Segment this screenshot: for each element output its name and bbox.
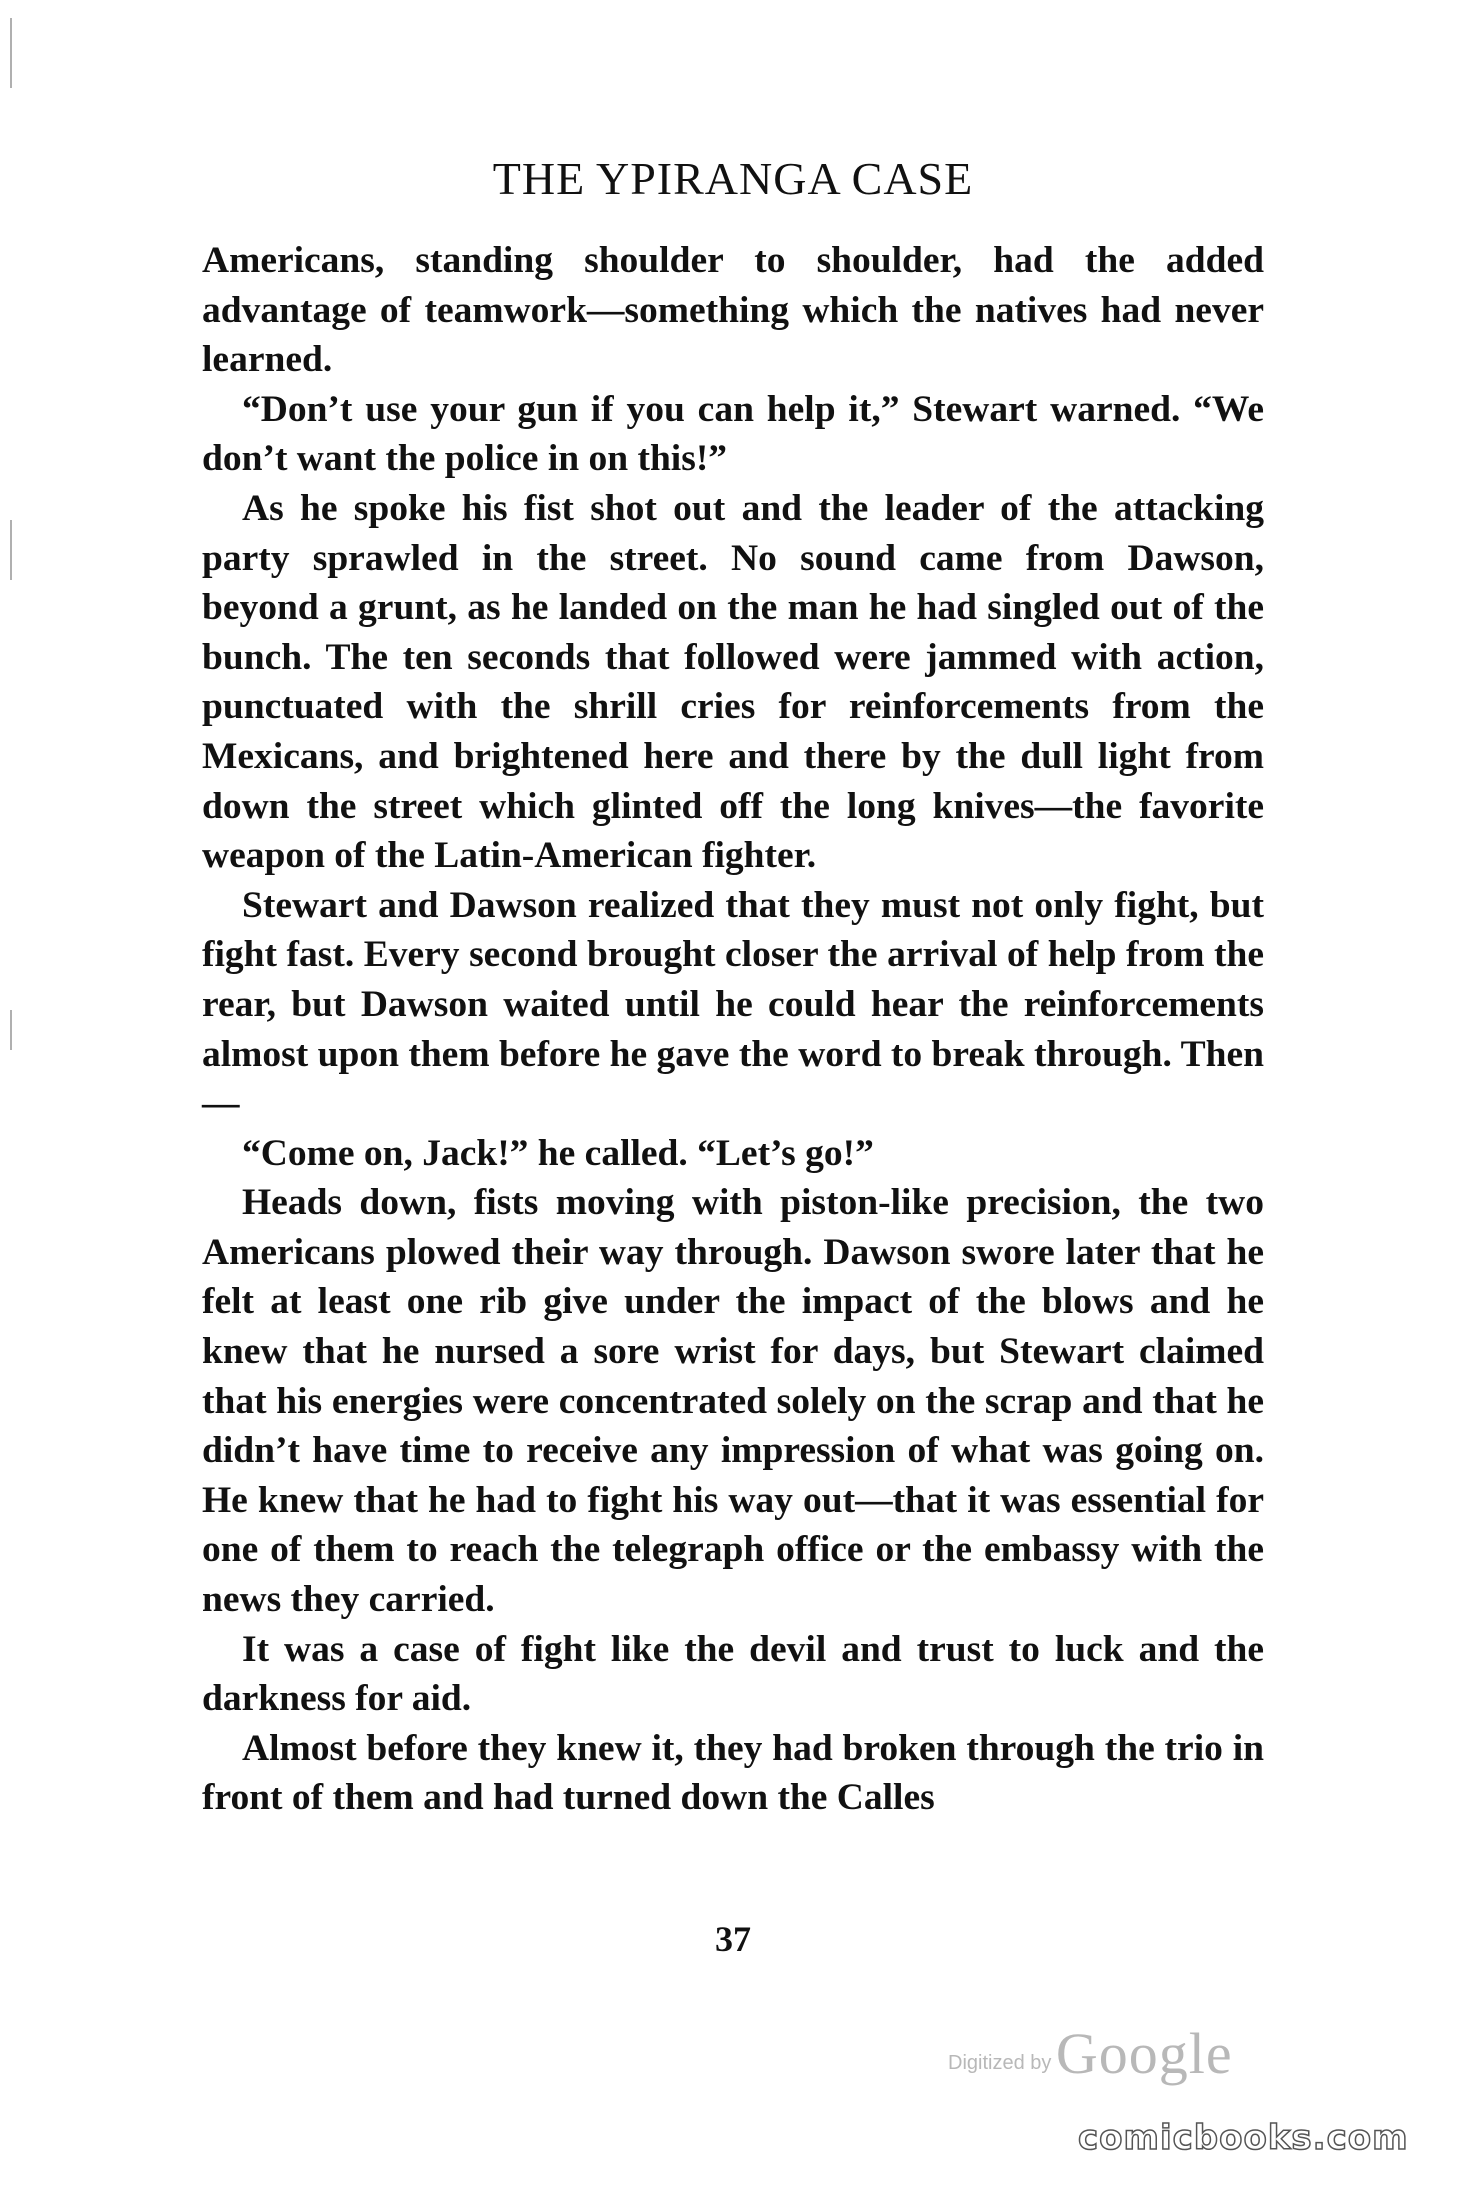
site-watermark: comicbooks.com (1078, 2118, 1409, 2158)
scan-edge-mark (10, 520, 12, 580)
scan-edge-mark (10, 18, 12, 88)
paragraph: It was a case of fight like the devil and trust to luck and the darkness for aid. (202, 1628, 1264, 1720)
paragraph: “Come on, Jack!” he called. “Let’s go!” (242, 1132, 874, 1174)
paragraph: “Don’t use your gun if you can help it,” Stewart warned. “We don’t want the police in on this!” (202, 388, 1264, 480)
body-text (202, 236, 1264, 1823)
digitized-prefix: Digitized by (948, 2052, 1052, 2074)
page-number: 37 (715, 1919, 751, 1959)
paragraph: Heads down, fists moving with piston-like precision, the two Americans plowed their way through. Dawson swore later that he felt at least one rib give under the impact of the blows and he knew that he nursed a sore wrist for days, but Stewart claimed that his energies were concentrated solely on the scrap and that he didn’t have time to receive any impression of what was going on. He knew that he had to fight his way out—that it was essential for one of them to reach the telegraph office or the embassy with the news they carried. (202, 1182, 1264, 1621)
scan-edge-mark (10, 1010, 12, 1050)
digitized-by-google-watermark (948, 2020, 1233, 2087)
paragraph: Almost before they knew it, they had broken through the trio in front of them and had turned down the Calles (202, 1727, 1264, 1819)
google-logo: Google (1055, 2021, 1233, 2086)
paragraph: Americans, standing shoulder to shoulder, had the added advantage of teamwork—something which the natives had never learned. (202, 240, 1264, 381)
running-head: THE YPIRANGA CASE (492, 153, 974, 204)
paragraph: As he spoke his fist shot out and the leader of the attacking party sprawled in the street. No sound came from Dawson, beyond a grunt, as he landed on the man he had singled out of the bunch. The ten seconds that followed were jammed with action, punctuated with the shrill cries for reinforcements from the Mexicans, and brightened here and there by the dull light from down the street which glinted off the long knives—the favorite weapon of the Latin-American fighter. (202, 487, 1264, 877)
paragraph: Stewart and Dawson realized that they must not only fight, but fight fast. Every second brought closer the arrival of help from the rear, but Dawson waited until he could hear the reinforcements almost upon them before he gave the word to break through. Then— (202, 884, 1264, 1125)
